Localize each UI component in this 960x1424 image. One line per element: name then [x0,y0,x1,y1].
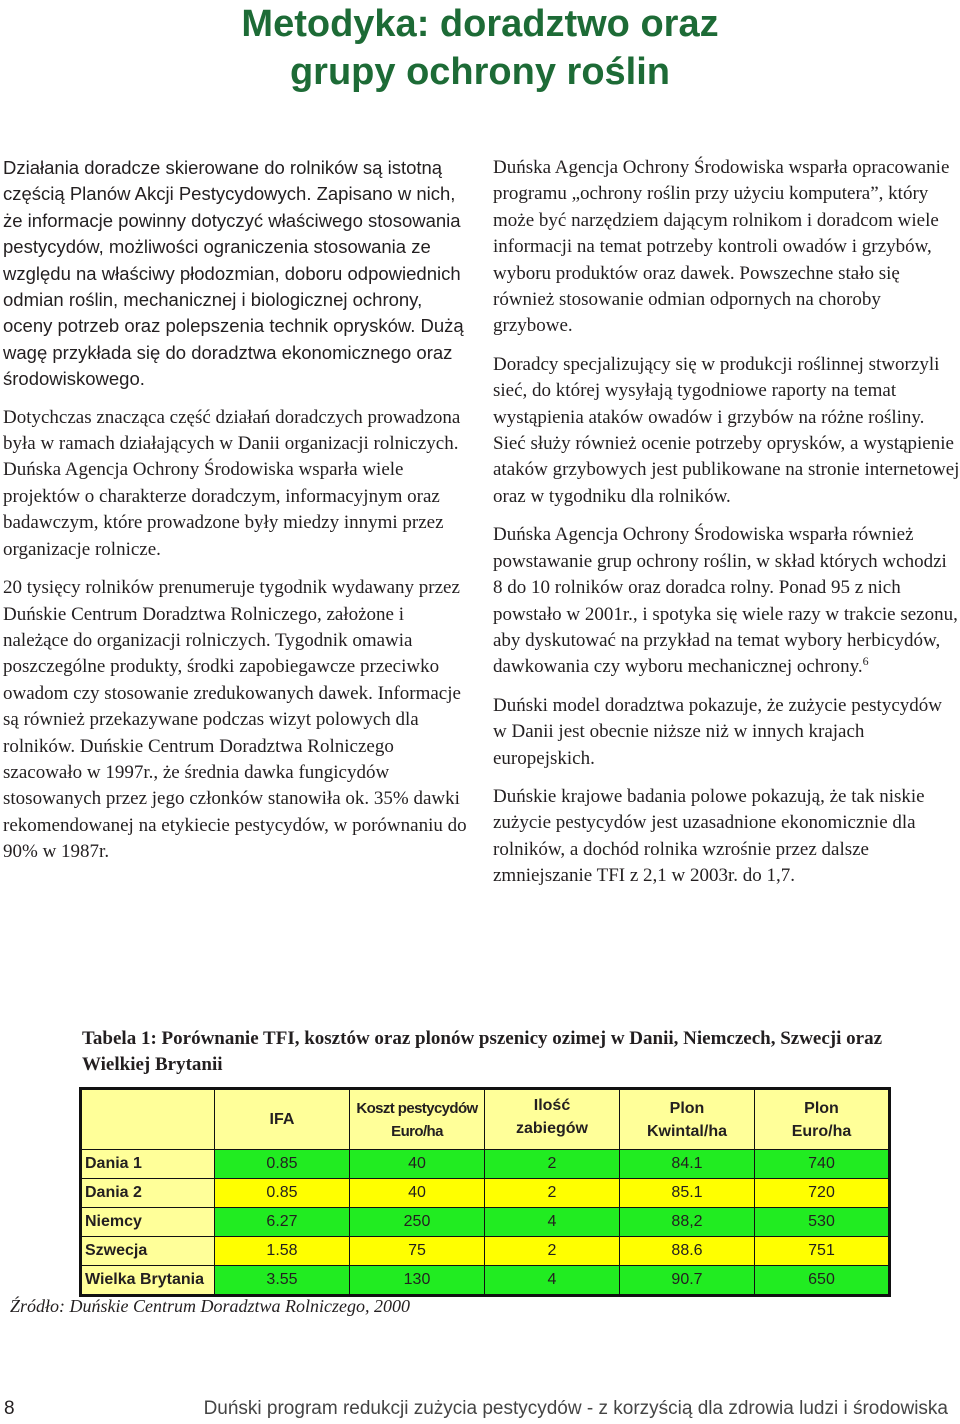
right-paragraph-1: Duńska Agencja Ochrony Środowiska wsparła opracowanie programu „ochrony roślin przy użyciu komputera”, który może być narzędziem dającym rolnikom i doradcom wiele informacji na temat potrzeby kontroli owadów i grzybów, wyboru produktów oraz dawek. Powszechne stało się również stosowanie odmian odpornych na choroby grzybowe. [493,157,950,337]
cell-treatments: 2 [485,1179,620,1208]
cell-cost: 250 [350,1208,485,1237]
right-paragraph-2: Doradcy specjalizujący się w produkcji roślinnej stworzyli sieć, do której wysyłają tygodniowe raporty na temat wystąpienia ataków owadów i grzybów na różne rośliny. Sieć służy również ocenie potrzeby oprysków, a wystąpienie ataków grzybowych jest publikowane na stronie internetowej oraz w tygodniku dla rolników. [493,353,960,507]
cell-yield-euro: 650 [755,1266,890,1296]
right-paragraph-3-text: Duńska Agencja Ochrony Środowiska wsparła również powstawanie grup ochrony roślin, w skład których wchodzi 8 do 10 rolników oraz doradca rolny. Ponad 95 z nich powstało w 2001r., i spotyka się wiele razy w trakcie sezonu, aby dyskutować na przykład na temat wybory herbicydów, dawkowania czy wyboru mechanicznej ochrony. [493,524,958,678]
cell-ifa: 6.27 [215,1208,350,1237]
cell-treatments: 4 [485,1208,620,1237]
page-title-line-2: grupy ochrony roślin [289,51,671,93]
table-row [81,1237,890,1266]
table-row [81,1266,890,1296]
cell-treatments: 2 [485,1237,620,1266]
cell-cost: 40 [350,1150,485,1179]
row-label: Wielka Brytania [81,1266,215,1296]
right-paragraph-4: Duński model doradztwa pokazuje, że zużycie pestycydów w Danii jest obecnie niższe niż w innych krajach europejskich. [493,694,942,769]
cell-yield-euro: 530 [755,1208,890,1237]
table-header-row [81,1089,890,1150]
right-column [493,155,960,902]
cell-yield-euro: 720 [755,1179,890,1208]
cell-treatments: 2 [485,1150,620,1179]
cell-ifa: 0.85 [215,1179,350,1208]
page-title-line-1: Metodyka: doradztwo oraz [241,3,719,45]
page-title [0,0,960,96]
page-number: 8 [4,1398,15,1419]
table-header-ifa: IFA [215,1089,350,1150]
table-header-cost: Koszt pestycydów Euro/ha [350,1089,485,1150]
row-label: Dania 2 [81,1179,215,1208]
cell-yield-quintal: 85.1 [620,1179,755,1208]
comparison-table [79,1087,891,1297]
cell-treatments: 4 [485,1266,620,1296]
cell-ifa: 0.85 [215,1150,350,1179]
left-paragraph-2: Dotychczas znacząca część działań doradczych prowadzona była w ramach działających w Danii organizacji rolniczych. Duńska Agencja Ochrony Środowiska wsparła wiele projektów o charakterze doradczym, informacyjnym oraz badawczym, które prowadzone były miedzy innymi przez organizacje rolnicze. [3,406,461,560]
cell-cost: 40 [350,1179,485,1208]
table-header-yield-quintal: Plon Kwintal/ha [620,1089,755,1150]
table-row [81,1179,890,1208]
row-label: Dania 1 [81,1150,215,1179]
footnote-marker: 6 [862,654,869,669]
cell-ifa: 3.55 [215,1266,350,1296]
table-source: Źródło: Duńskie Centrum Doradztwa Rolniczego, 2000 [10,1296,410,1316]
table-row [81,1150,890,1179]
cell-yield-quintal: 88,2 [620,1208,755,1237]
table-row [81,1208,890,1237]
right-paragraph-3 [493,522,960,680]
left-column [3,155,471,878]
cell-cost: 130 [350,1266,485,1296]
footer-text: Duński program redukcji zużycia pestycydów - z korzyścią dla zdrowia ludzi i środowiska [203,1398,948,1419]
row-label: Szwecja [81,1237,215,1266]
table-caption: Tabela 1: Porównanie TFI, kosztów oraz plonów pszenicy ozimej w Danii, Niemczech, Szwecji oraz Wielkiej Brytanii [82,1028,883,1075]
cell-yield-quintal: 90.7 [620,1266,755,1296]
left-paragraph-1: Działania doradcze skierowane do rolników są istotną częścią Planów Akcji Pestycydowych. Zapisano w nich, że informacje powinny dotyczyć właściwego stosowania pestycydów, możliwości ograniczenia stosowania ze względu na właściwy płodozmian, doboru odpowiednich odmian roślin, mechanicznej i biologicznej ochrony, oceny potrzeb oraz polepszenia technik oprysków. Dużą wagę przykłada się do doradztwa ekonomicznego oraz środowiskowego. [3,157,464,390]
right-paragraph-5: Duńskie krajowe badania polowe pokazują, że tak niskie zużycie pestycydów jest uzasadnione ekonomicznie dla rolników, a dochód rolnika wzrośnie przez dalsze zmniejszanie TFI z 2,1 w 2003r. do 1,7. [493,785,925,887]
cell-yield-euro: 751 [755,1237,890,1266]
table-header-yield-euro: Plon Euro/ha [755,1089,890,1150]
table-header-empty [81,1089,215,1150]
cell-ifa: 1.58 [215,1237,350,1266]
left-paragraph-3: 20 tysięcy rolników prenumeruje tygodnik wydawany przez Duńskie Centrum Doradztwa Rolniczego, założone i należące do organizacji rolniczych. Tygodnik omawia poszczególne produkty, środki zapobiegawcze przeciwko owadom czy stosowanie zredukowanych dawek. Informacje są również przekazywane podczas wizyt polowych dla rolników. Duńskie Centrum Doradztwa Rolniczego szacowało w 1997r., że średnia dawka fungicydów stosowanych przez jego członków stanowiła ok. 35% dawki rekomendowanej na etykiecie pestycydów, w porównaniu do 90% w 1987r. [3,577,467,863]
cell-yield-euro: 740 [755,1150,890,1179]
table-header-treatments: Ilość zabiegów [485,1089,620,1150]
cell-cost: 75 [350,1237,485,1266]
cell-yield-quintal: 84.1 [620,1150,755,1179]
row-label: Niemcy [81,1208,215,1237]
cell-yield-quintal: 88.6 [620,1237,755,1266]
